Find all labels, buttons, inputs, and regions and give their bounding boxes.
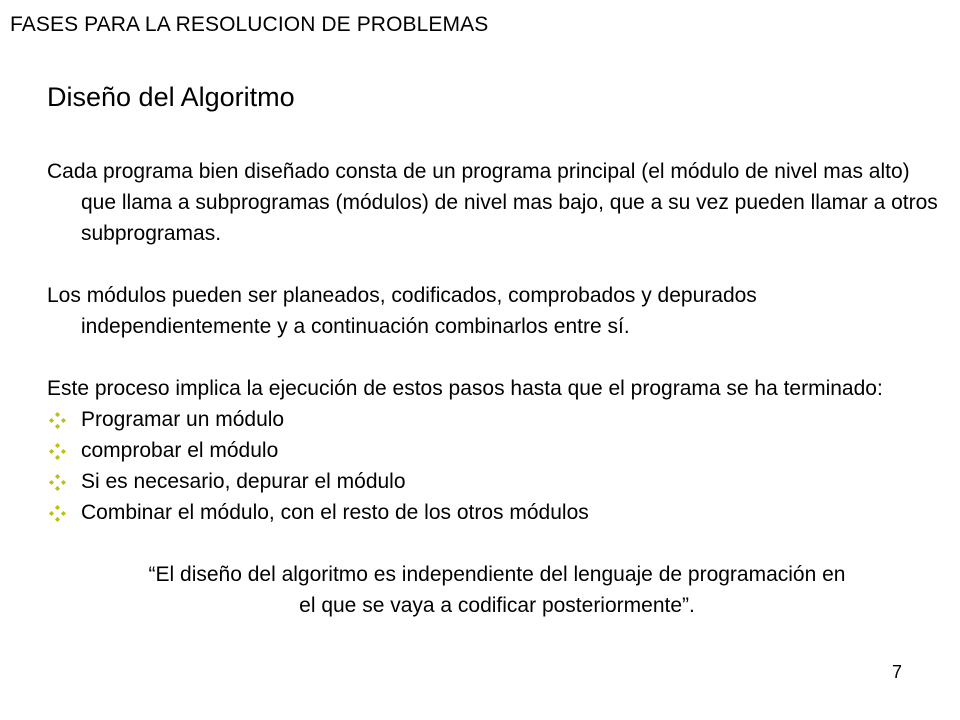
list-item-label: Programar un módulo	[81, 408, 285, 431]
slide-title: Diseño del Algoritmo	[47, 82, 295, 112]
four-petal-diamond-icon	[49, 443, 66, 460]
page-number: 7	[891, 662, 902, 682]
four-petal-diamond-icon	[49, 505, 66, 522]
slide-body	[47, 156, 947, 621]
spacer	[47, 528, 947, 559]
closing-quote-line-2: el que se vaya a codificar posteriormente”.	[299, 594, 695, 617]
list-item	[47, 497, 947, 528]
paragraph-process: Este proceso implica la ejecución de estos pasos hasta que el programa se ha terminado:	[47, 377, 883, 400]
list-item-label: Si es necesario, depurar el módulo	[81, 470, 406, 493]
slide-header: FASES PARA LA RESOLUCION DE PROBLEMAS	[10, 13, 489, 36]
list-item	[47, 404, 947, 435]
list-item-label: Combinar el módulo, con el resto de los otros módulos	[81, 501, 589, 524]
closing-quote	[47, 559, 947, 621]
list-item	[47, 435, 947, 466]
steps-list	[47, 404, 947, 528]
spacer	[47, 249, 947, 280]
four-petal-diamond-icon	[49, 474, 66, 491]
paragraph-modules: Los módulos pueden ser planeados, codificados, comprobados y depurados independientemente y a continuación combinarlos entre sí.	[47, 284, 757, 338]
spacer	[47, 342, 947, 373]
paragraph-program-structure: Cada programa bien diseñado consta de un programa principal (el módulo de nivel mas alto) que llama a subprogramas (módulos) de nivel mas bajo, que a su vez pueden llamar a otros subprogramas.	[47, 160, 938, 245]
four-petal-diamond-icon	[49, 412, 66, 429]
list-item-label: comprobar el módulo	[81, 439, 279, 462]
closing-quote-line-1: “El diseño del algoritmo es independiente del lenguaje de programación en	[148, 563, 846, 586]
list-item	[47, 466, 947, 497]
